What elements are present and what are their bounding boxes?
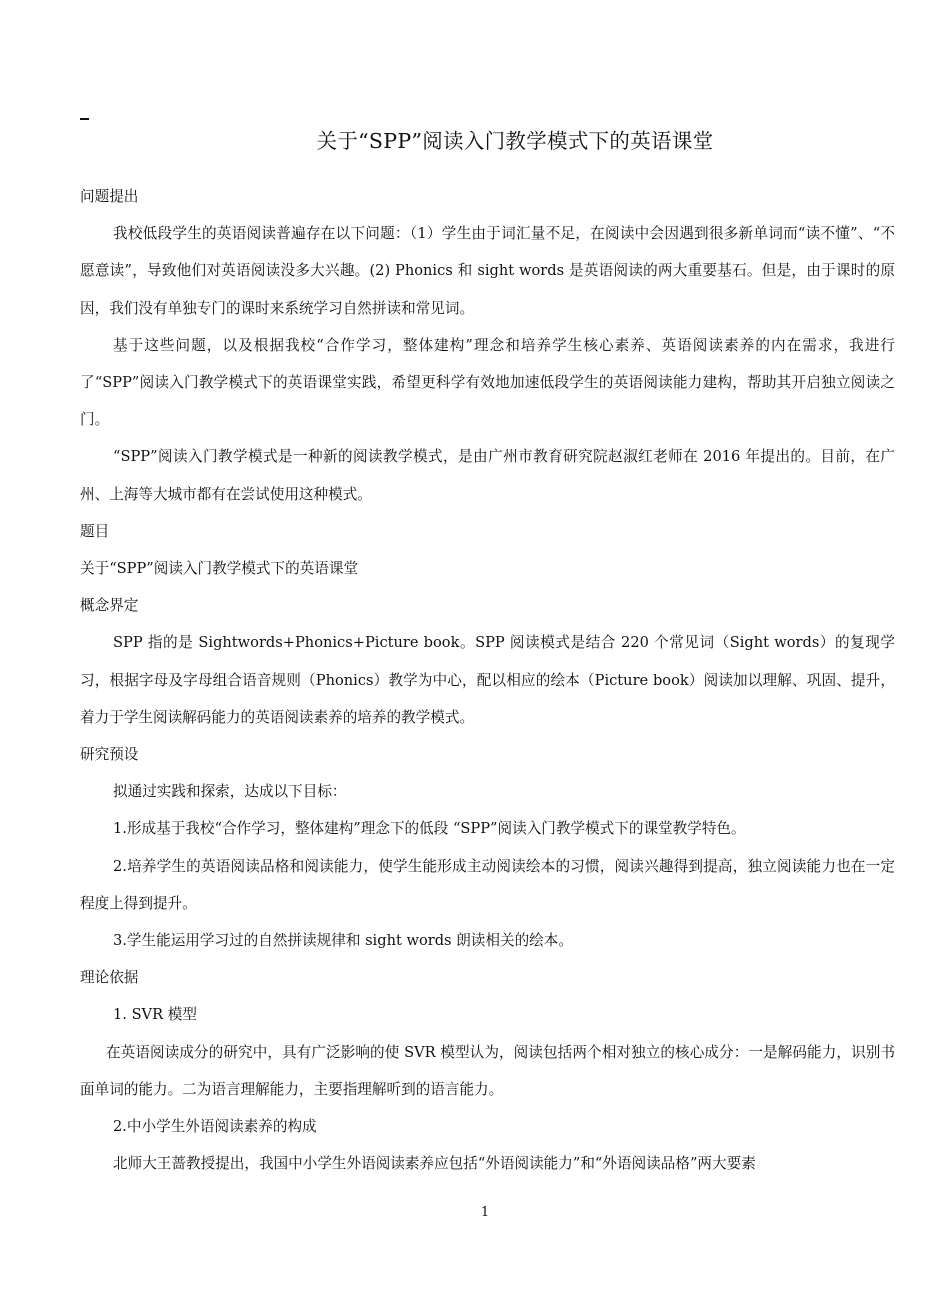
document-body [80, 178, 895, 1182]
paragraph-problem-2: 基于这些问题，以及根据我校“合作学习，整体建构”理念和培养学生核心素养、英语阅读素养的内在需求，我进行了“SPP”阅读入门教学模式下的英语课堂实践，希望更科学有效地加速低段学生的英语阅读能力建构，帮助其开启独立阅读之门。 [80, 336, 895, 429]
paragraph-problem-1: 我校低段学生的英语阅读普遍存在以下问题：（1）学生由于词汇量不足，在阅读中会因遇到很多新单词而“读不懂”、“不愿意读”，导致他们对英语阅读没多大兴趣。(2) Phonics 和 sight words 是英语阅读的两大重要基石。但是，由于课时的原因，我们没有单独专门的课时来系统学习自然拼读和常见词。 [80, 225, 895, 317]
paragraph-hypothesis-intro: 拟通过实践和探索，达成以下目标： [113, 783, 347, 801]
document-title: 关于“SPP”阅读入门教学模式下的英语课堂 [316, 129, 714, 153]
paragraph-theory-1: 在英语阅读成分的研究中，具有广泛影响的使 SVR 模型认为，阅读包括两个相对独立的核心成分：一是解码能力，识别书面单词的能力。二为语言理解能力，主要指理解听到的语言能力。 [80, 1043, 895, 1098]
subheading-reading-literacy: 2.中小学生外语阅读素养的构成 [113, 1118, 317, 1136]
section-heading-problem: 问题提出 [80, 188, 139, 205]
page-number: 1 [480, 1205, 490, 1220]
section-heading-concept: 概念界定 [80, 597, 139, 615]
list-item-goal-1: 1.形成基于我校“合作学习，整体建构”理念下的低段 “SPP”阅读入门教学模式下的课堂教学特色。 [113, 820, 746, 838]
section-heading-theory: 理论依据 [80, 969, 139, 987]
topic-text: 关于“SPP”阅读入门教学模式下的英语课堂 [80, 560, 359, 578]
subheading-svr-model: 1. SVR 模型 [113, 1006, 197, 1024]
paragraph-concept-1: SPP 指的是 Sightwords+Phonics+Picture book。SPP 阅读模式是结合 220 个常见词（Sight words）的复现学习，根据字母及字母组合语音规则（Phonics）教学为中心，配以相应的绘本（Picture book）阅读加以理解、巩固、提升，着力于学生阅读解码能力的英语阅读素养的培养的教学模式。 [80, 634, 895, 726]
section-heading-topic: 题目 [80, 522, 110, 540]
paragraph-theory-2: 北师大王蔷教授提出，我国中小学生外语阅读素养应包括“外语阅读能力”和“外语阅读品格”两大要素 [113, 1155, 756, 1173]
section-heading-hypothesis: 研究预设 [80, 746, 139, 764]
header-dash-mark [80, 118, 89, 120]
paragraph-problem-3: “SPP”阅读入门教学模式是一种新的阅读教学模式，是由广州市教育研究院赵淑红老师在 2016 年提出的。目前，在广州、上海等大城市都有在尝试使用这种模式。 [80, 448, 895, 503]
list-item-goal-2: 2.培养学生的英语阅读品格和阅读能力，使学生能形成主动阅读绘本的习惯，阅读兴趣得到提高，独立阅读能力也在一定程度上得到提升。 [80, 857, 895, 912]
list-item-goal-3: 3.学生能运用学习过的自然拼读规律和 sight words 朗读相关的绘本。 [113, 932, 573, 950]
